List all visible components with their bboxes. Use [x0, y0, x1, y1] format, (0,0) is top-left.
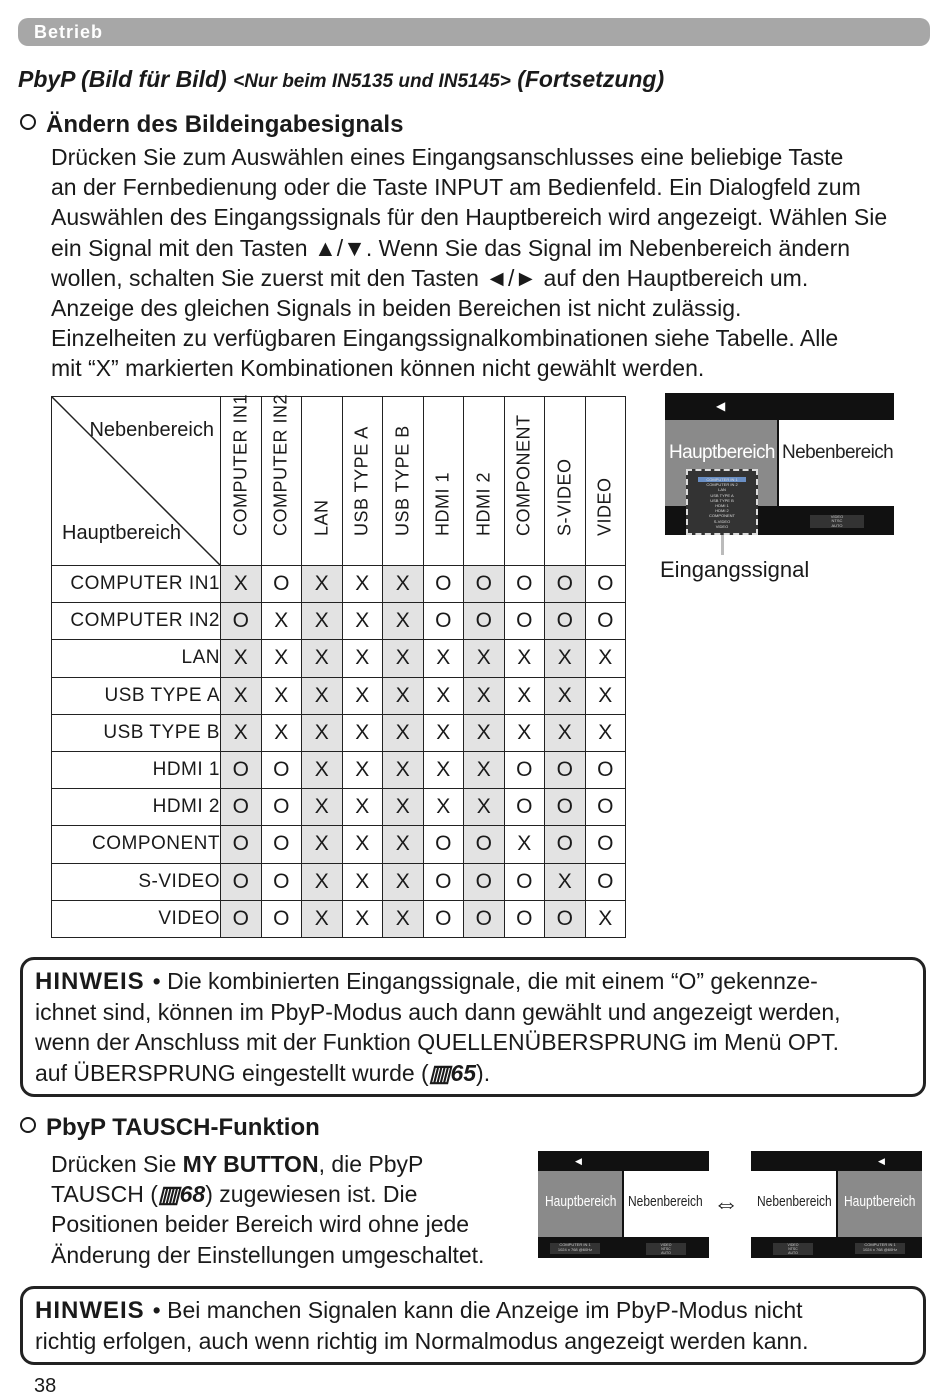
table-cell: X [342, 863, 383, 900]
note2-line-2: richtig erfolgen, auch wenn richtig im Normalmodus angezeigt werden kann. [35, 1328, 809, 1355]
s1-line-2: an der Fernbedienung oder die Taste INPUT am Bedienfeld. Ein Dialogfeld zum [51, 174, 861, 201]
column-header [423, 397, 464, 566]
table-cell: O [504, 900, 545, 937]
table-cell: O [585, 751, 626, 788]
table-cell: O [464, 900, 505, 937]
s1-line-7: Einzelheiten zu verfügbaren Eingangssignalkombinationen siehe Tabelle. Alle [51, 325, 839, 352]
info-line: NTSC [661, 1247, 671, 1251]
column-header [261, 393, 302, 566]
menu-item: USB TYPE A [710, 492, 734, 498]
table-cell: X [383, 677, 424, 714]
table-cell: X [302, 751, 343, 788]
table-cell: O [545, 789, 586, 826]
swap-before-main-info [550, 1243, 600, 1254]
table-cell: X [585, 640, 626, 677]
swap-after-main-info [855, 1243, 905, 1254]
note2-box [20, 1286, 926, 1365]
note1-line-1: • Die kombinierten Eingangssignale, die mit einem “O” gekennze- [152, 968, 818, 994]
table-cell: X [464, 677, 505, 714]
s2-line-4: Änderung der Einstellungen umgeschaltet. [51, 1241, 485, 1268]
note1-line-2: ichnet sind, können im PbyP-Modus auch dann gewählt und angezeigt werden, [35, 999, 841, 1026]
signal-combination-table [51, 393, 626, 938]
my-button-label: MY BUTTON [182, 1151, 319, 1177]
table-cell: X [545, 863, 586, 900]
swap-after-main [838, 1171, 922, 1237]
s1-line-5: wollen, schalten Sie zuerst mit den Tasten ◄/► auf den Hauptbereich um. [51, 264, 809, 291]
corner-main-label: Hauptbereich [62, 522, 181, 544]
table-cell: X [342, 603, 383, 640]
table-cell: O [545, 566, 586, 603]
menu-item: COMPUTER IN 2 [706, 482, 738, 488]
row-header: S-VIDEO [52, 863, 221, 900]
column-header-label: USB TYPE A [351, 426, 372, 536]
row-header: LAN [52, 640, 221, 677]
table-cell: O [261, 826, 302, 863]
column-header-label: VIDEO [594, 477, 615, 536]
note1-label: HINWEIS [35, 968, 145, 995]
swap-before-main-label: Hauptbereich [545, 1193, 617, 1210]
book-ref-icon: ▥ [428, 1059, 451, 1086]
speaker-icon: ◀ [878, 1156, 885, 1166]
speaker-icon: ◀ [716, 399, 726, 413]
menu-item: COMPUTER IN 1 [698, 477, 746, 482]
table-cell: O [423, 603, 464, 640]
sub-info-3: AUTO [831, 522, 843, 528]
column-header-label: COMPUTER IN2 [270, 393, 291, 536]
table-cell: X [221, 677, 262, 714]
table-cell: X [464, 789, 505, 826]
table-cell: X [383, 751, 424, 788]
swap-after-main-label: Hauptbereich [844, 1193, 916, 1210]
table-row [52, 640, 626, 677]
table-cell: O [261, 900, 302, 937]
s1-line-4: ein Signal mit den Tasten ▲/▼. Wenn Sie das Signal im Nebenbereich ändern [51, 234, 851, 261]
table-cell: O [504, 863, 545, 900]
note1-line-3: wenn der Anschluss mit der Funktion QUELLENÜBERSPRUNG im Menü OPT. [35, 1029, 840, 1056]
table-cell: O [261, 751, 302, 788]
table-cell: O [221, 789, 262, 826]
table-cell: O [585, 603, 626, 640]
table-cell: X [383, 714, 424, 751]
column-header-label: COMPONENT [513, 414, 534, 536]
table-cell: X [383, 789, 424, 826]
menu-item: S-VIDEO [713, 518, 731, 524]
table-cell: O [545, 603, 586, 640]
info-line: AUTO [788, 1251, 798, 1255]
table-cell: O [464, 603, 505, 640]
table-cell: X [302, 566, 343, 603]
table-cell: X [423, 751, 464, 788]
table-corner [52, 397, 221, 566]
menu-item: VIDEO [715, 523, 729, 529]
row-header: COMPONENT [52, 826, 221, 863]
section1-body [51, 142, 887, 384]
table-cell: X [342, 900, 383, 937]
table-cell: O [423, 826, 464, 863]
table-cell: X [383, 826, 424, 863]
column-header-label: S-VIDEO [554, 458, 575, 536]
table-cell: X [342, 640, 383, 677]
column-header-label: USB TYPE B [392, 425, 413, 536]
menu-item: HDMI 1 [715, 503, 729, 509]
table-row [52, 863, 626, 900]
table-cell: O [221, 900, 262, 937]
swap-before-screen [538, 1151, 709, 1258]
table-cell: O [585, 789, 626, 826]
table-cell: X [221, 566, 262, 603]
column-header [342, 397, 383, 566]
swap-after-screen [751, 1151, 922, 1258]
table-cell: X [221, 714, 262, 751]
title-suffix: (Fortsetzung) [510, 66, 665, 92]
row-header: COMPUTER IN1 [52, 566, 221, 603]
table-cell: X [545, 640, 586, 677]
input-signal-caption: Eingangssignal [660, 557, 810, 582]
title-main: PbyP (Bild für Bild) [18, 66, 234, 92]
column-header [545, 397, 586, 566]
info-line: COMPUTER IN 1 [559, 1242, 591, 1247]
table-cell: X [302, 640, 343, 677]
table-cell: X [383, 640, 424, 677]
table-cell: X [464, 640, 505, 677]
menu-item: LAN [718, 487, 726, 493]
s2-ref-page: 68 [179, 1181, 206, 1208]
table-cell: O [423, 900, 464, 937]
table-cell: O [261, 566, 302, 603]
sub-area [779, 420, 894, 506]
table-cell: O [464, 863, 505, 900]
table-cell: X [342, 677, 383, 714]
ring-bullet-icon [20, 1117, 36, 1133]
swap-arrow-icon: ⇔ [713, 1188, 739, 1218]
row-header: VIDEO [52, 900, 221, 937]
table-cell: X [302, 900, 343, 937]
note1-line-4: auf ÜBERSPRUNG eingestellt wurde ( [35, 1059, 429, 1086]
table-cell: X [302, 677, 343, 714]
table-cell: X [261, 640, 302, 677]
main-area-label: Hauptbereich [669, 442, 775, 463]
s2-line-3: Positionen beider Bereich wird ohne jede [51, 1211, 470, 1238]
section2-heading-text: PbyP TAUSCH-Funktion [46, 1114, 320, 1141]
table-cell: X [302, 714, 343, 751]
s2-line-2a: TAUSCH ( [51, 1181, 158, 1208]
table-cell: O [504, 566, 545, 603]
table-cell: O [585, 566, 626, 603]
sub-info-1: VIDEO [830, 514, 844, 519]
s1-line-6: Anzeige des gleichen Signals in beiden Bereichen ist nicht zulässig. [51, 295, 742, 322]
table-cell: X [464, 751, 505, 788]
row-header: HDMI 2 [52, 789, 221, 826]
input-menu [686, 469, 758, 535]
table-cell: O [504, 603, 545, 640]
info-line: 1024 x 768 @60Hz [557, 1246, 593, 1252]
table-cell: X [504, 826, 545, 863]
table-cell: O [504, 751, 545, 788]
column-header-label: HDMI 2 [473, 471, 494, 536]
table-row [52, 566, 626, 603]
table-cell: X [302, 789, 343, 826]
table-cell: X [464, 714, 505, 751]
table-cell: X [545, 714, 586, 751]
ring-bullet-icon [20, 114, 36, 130]
table-cell: O [545, 751, 586, 788]
table-cell: O [423, 863, 464, 900]
info-line: VIDEO [787, 1243, 799, 1247]
column-header-label: COMPUTER IN1 [230, 393, 251, 536]
table-cell: X [261, 603, 302, 640]
column-header-label: HDMI 1 [432, 471, 453, 536]
section-header-bar [18, 18, 930, 46]
table-cell: X [585, 900, 626, 937]
table-cell: X [342, 826, 383, 863]
table-cell: X [383, 566, 424, 603]
section1-heading [20, 111, 403, 139]
table-cell: O [423, 566, 464, 603]
table-cell: O [261, 863, 302, 900]
row-header: HDMI 1 [52, 751, 221, 788]
table-cell: X [504, 677, 545, 714]
table-cell: X [545, 677, 586, 714]
table-cell: X [261, 714, 302, 751]
table-row [52, 789, 626, 826]
speaker-icon: ◀ [575, 1156, 582, 1166]
table-cell: O [545, 900, 586, 937]
info-line: VIDEO [660, 1243, 672, 1247]
section-header-label: Betrieb [34, 22, 104, 42]
s1-line-8: mit “X” markierten Kombinationen können nicht gewählt werden. [51, 355, 705, 382]
sub-info-box [810, 515, 864, 528]
table-cell: X [383, 603, 424, 640]
sub-info-2: NTSC [831, 518, 843, 524]
note1-ref-page: 65 [450, 1059, 477, 1086]
table-cell: O [464, 826, 505, 863]
column-header [585, 397, 626, 566]
table-cell: O [261, 789, 302, 826]
note2-line-1: • Bei manchen Signalen kann die Anzeige im PbyP-Modus nicht [152, 1297, 803, 1323]
table-cell: X [585, 714, 626, 751]
table-cell: X [302, 863, 343, 900]
section2-heading [20, 1114, 320, 1142]
column-header [464, 397, 505, 566]
swap-before-sub-label: Nebenbereich [628, 1193, 703, 1210]
table-cell: X [383, 900, 424, 937]
note2-label: HINWEIS [35, 1297, 145, 1324]
s2-line-2c: ) zugewiesen ist. Die [205, 1181, 418, 1208]
title-model-note: <Nur beim IN5135 und IN5145> [233, 71, 511, 92]
table-row [52, 826, 626, 863]
table-row [52, 900, 626, 937]
row-header: COMPUTER IN2 [52, 603, 221, 640]
table-cell: X [261, 677, 302, 714]
menu-item: HDMI 2 [715, 508, 729, 514]
table-cell: X [302, 603, 343, 640]
table-cell: O [464, 566, 505, 603]
table-cell: X [423, 789, 464, 826]
table-cell: X [423, 640, 464, 677]
swap-after-sub-label: Nebenbereich [757, 1193, 832, 1210]
column-header-label: LAN [311, 499, 332, 536]
table-cell: X [342, 714, 383, 751]
table-row [52, 677, 626, 714]
row-header: USB TYPE A [52, 677, 221, 714]
column-header [302, 397, 343, 566]
page-number: 38 [34, 1375, 57, 1397]
table-cell: O [221, 863, 262, 900]
table-cell: X [423, 714, 464, 751]
table-cell: O [585, 826, 626, 863]
info-line: AUTO [661, 1251, 671, 1255]
swap-after-sub-info [773, 1243, 813, 1255]
swap-before-main [538, 1171, 622, 1237]
menu-item: USB TYPE B [710, 497, 734, 503]
column-header [221, 393, 262, 566]
info-line: 1024 x 768 @60Hz [862, 1246, 898, 1252]
table-cell: X [302, 826, 343, 863]
caption-pointer [721, 535, 724, 555]
table-cell: X [221, 640, 262, 677]
table-row [52, 714, 626, 751]
swap-before-sub-info [646, 1243, 686, 1255]
table-cell: X [504, 640, 545, 677]
table-row [52, 603, 626, 640]
table-cell: O [221, 603, 262, 640]
table-cell: X [585, 677, 626, 714]
corner-sub-label: Nebenbereich [89, 419, 214, 441]
table-cell: X [342, 566, 383, 603]
page-title [18, 66, 664, 93]
table-cell: X [504, 714, 545, 751]
s2-line-1a: Drücken Sie [51, 1151, 183, 1177]
table-cell: X [342, 751, 383, 788]
table-cell: X [383, 863, 424, 900]
column-header [504, 397, 545, 566]
section1-heading-text: Ändern des Bildeingabesignals [46, 111, 404, 138]
table-cell: O [545, 826, 586, 863]
column-header [383, 397, 424, 566]
table-cell: X [423, 677, 464, 714]
swap-after-sub [751, 1171, 836, 1237]
note1-line-4-end: ). [476, 1059, 491, 1086]
menu-item: COMPONENT [709, 513, 735, 519]
table-cell: O [585, 863, 626, 900]
table-cell: O [221, 826, 262, 863]
table-row [52, 751, 626, 788]
swap-before-sub [624, 1171, 709, 1237]
table-cell: O [221, 751, 262, 788]
s1-line-1: Drücken Sie zum Auswählen eines Eingangsanschlusses eine beliebige Taste [51, 144, 844, 170]
pbyp-input-diagram [665, 393, 894, 535]
book-ref-icon: ▥ [157, 1181, 180, 1208]
sub-area-label: Nebenbereich [782, 442, 894, 463]
row-header: USB TYPE B [52, 714, 221, 751]
info-line: COMPUTER IN 1 [864, 1242, 896, 1247]
s2-line-1c: , die PbyP [318, 1151, 424, 1177]
info-line: NTSC [788, 1247, 798, 1251]
s1-line-3: Auswählen des Eingangssignals für den Hauptbereich wird angezeigt. Wählen Sie [51, 204, 888, 231]
table-cell: O [504, 789, 545, 826]
note1-box [20, 957, 926, 1097]
section2-body [51, 1149, 484, 1270]
table-cell: X [342, 789, 383, 826]
